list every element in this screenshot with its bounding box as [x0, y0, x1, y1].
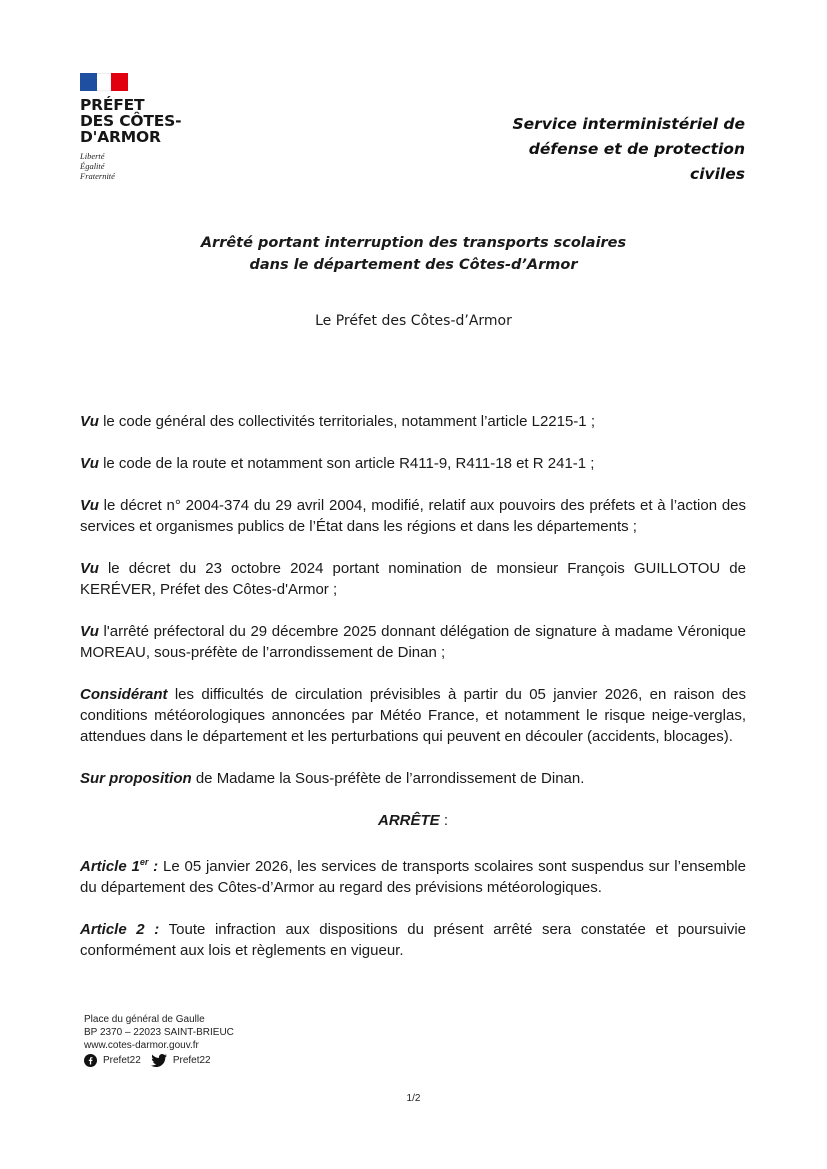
page-number: 1/2 — [406, 1093, 421, 1104]
document-body — [80, 411, 746, 982]
arrete-heading: ARRÊTE : — [377, 812, 448, 829]
prefecture-logo — [80, 73, 200, 181]
paragraph-vu-code-route: Vu le code de la route et notamment son article R411-9, R411-18 et R 241-1 ; — [80, 455, 595, 472]
social-links — [84, 1054, 234, 1067]
facebook-handle[interactable]: Prefet22 — [103, 1055, 141, 1066]
twitter-handle[interactable]: Prefet22 — [172, 1055, 211, 1066]
footer-contact: Place du général de Gaulle BP 2370 – 22023 SAINT-BRIEUC www.cotes-darmor.gouv.fr Prefet22 Prefet22 — [84, 1014, 234, 1066]
paragraph-vu-arrete-2025: Vu l'arrêté préfectoral du 29 décembre 2025 donnant délégation de signature à madame Véronique MOREAU, sous-préfète de l’arrondissement de Dinan ; — [80, 623, 746, 661]
republic-motto: Liberté Égalité Fraternité — [80, 151, 115, 181]
document-title: Arrêté portant interruption des transports scolaires dans le département des Côtes-d’Armor — [200, 235, 627, 273]
logo-title: PRÉFET DES CÔTES- D'ARMOR — [80, 96, 182, 146]
prefet-line: Le Préfet des Côtes-d’Armor — [315, 313, 512, 329]
marianne-flag-icon — [80, 73, 128, 91]
paragraph-vu-cgct: Vu le code général des collectivités territoriales, notamment l’article L2215-1 ; — [80, 413, 595, 430]
paragraph-vu-decret-2004: Vu le décret n° 2004-374 du 29 avril 2004, modifié, relatif aux pouvoirs des préfets et à l’action des services et organismes publics de l’État dans les régions et dans les départements ; — [80, 497, 746, 535]
article-2: Article 2 : Toute infraction aux dispositions du présent arrêté sera constatée et poursuivie conformément aux lois et règlements en vigueur. — [80, 921, 746, 959]
twitter-icon[interactable] — [151, 1054, 167, 1067]
article-1: Article 1er : Le 05 janvier 2026, les services de transports scolaires sont suspendus sur l’ensemble du département des Côtes-d’Armor au regard des prévisions météorologiques. — [80, 857, 746, 896]
service-name: Service interministériel de défense et de protection civiles — [512, 115, 745, 183]
facebook-icon[interactable] — [84, 1054, 97, 1067]
paragraph-considerant: Considérant les difficultés de circulation prévisibles à partir du 05 janvier 2026, en raison des conditions météorologiques annoncées par Météo France, et notamment le risque neige-verglas, attendues dans le département et les perturbations qui peuvent en découler (accidents, blocages). — [80, 686, 746, 745]
website-link[interactable]: www.cotes-darmor.gouv.fr — [84, 1040, 199, 1051]
paragraph-vu-decret-2024: Vu le décret du 23 octobre 2024 portant nomination de monsieur François GUILLOTOU de KERÉVER, Préfet des Côtes-d'Armor ; — [80, 560, 746, 598]
paragraph-sur-proposition: Sur proposition de Madame la Sous-préfète de l’arrondissement de Dinan. — [80, 770, 585, 787]
